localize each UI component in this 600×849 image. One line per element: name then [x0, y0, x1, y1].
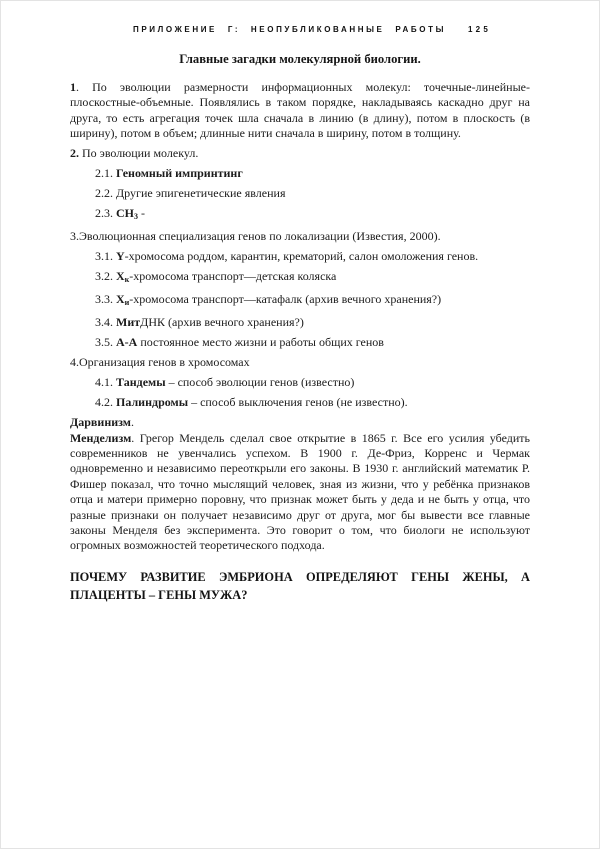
item-number: 2.3. — [95, 206, 116, 221]
running-header-title: ПРИЛОЖЕНИЕ Г: НЕОПУБЛИКОВАННЫЕ РАБОТЫ — [133, 25, 447, 34]
item-text: -хромосома транспорт—катафалк (архив вечного хранения?) — [129, 292, 442, 307]
item-term: X — [116, 269, 125, 284]
paragraph-1 — [70, 80, 530, 142]
list-item-3-2 — [95, 269, 530, 287]
section-3-heading: 3.Эволюционная специализация генов по локализации (Известия, 2000). — [70, 229, 441, 244]
item-number: 3.3. — [95, 292, 116, 307]
item-term: X — [116, 292, 125, 307]
item-number: 4.1. — [95, 375, 116, 390]
list-item-2-1 — [95, 166, 530, 181]
item-text: Другие эпигенетические явления — [116, 186, 286, 201]
mendelism-paragraph — [70, 431, 530, 554]
section-4-heading: 4.Организация генов в хромосомах — [70, 355, 250, 370]
mendelism-text: . Грегор Мендель сделал свое открытие в 1865 г. Все его усилия убедить современников не увенчались успехом. В 1900 г. Де-Фриз, Корренс и Чермак одновременно и независимо переоткрыли его законы. В 1930 г. английский математик Р. Фишер показал, что точно мыслящий человек, зная из жизни, что у ребёнка признаков отца и матери примерно поровну, что признак может быть у деда и не быть у отца, что разные признаки он получает независимо друг от друга, мог бы вывести все главные законы Менделя без эксперимента. Это говорит о том, что биологи не используют огромных возможностей теоретического подхода. — [70, 430, 530, 553]
item-text: - — [138, 206, 145, 221]
list-item-2-2 — [95, 186, 530, 201]
item-number: 3.2. — [95, 269, 116, 284]
item-term: Палиндромы — [116, 395, 189, 410]
item-number: 3.1. — [95, 249, 116, 264]
darwinism-term: Дарвинизм — [70, 415, 131, 430]
paragraph-1-text: . По эволюции размерности информационных молекул: точечные-линейные-плоскостные-объемные. Появлялись в таком порядке, накладываясь каскадно друг на друга, то есть агрегация точек шла сначала в линию (в длину), потом в плоскость (в ширину), потом в объем; длинные нити сначала в ширину, потом в толщину. — [70, 80, 530, 141]
item-text: – способ выключения генов (не известно). — [188, 395, 408, 410]
item-number: 2.1. — [95, 166, 116, 181]
darwinism-text: . — [130, 415, 134, 430]
list-item-4-1 — [95, 375, 530, 390]
list-item-4-2 — [95, 395, 530, 410]
darwinism-line — [70, 415, 530, 430]
item-text: -хромосома роддом, карантин, крематорий, салон омоложения генов. — [124, 249, 479, 264]
item-term: CH — [116, 206, 134, 221]
item-term-subscript: 3 — [134, 212, 138, 222]
list-item-3-4 — [95, 315, 530, 330]
section-2-number: 2. — [70, 146, 79, 161]
final-question-heading: ПОЧЕМУ РАЗВИТИЕ ЭМБРИОНА ОПРЕДЕЛЯЮТ ГЕНЫ ЖЕНЫ, А ПЛАЦЕНТЫ – ГЕНЫ МУЖА? — [70, 569, 530, 603]
list-item-3-1 — [95, 249, 530, 264]
mendelism-term: Менделизм — [70, 430, 132, 445]
item-term: Мит — [116, 315, 141, 330]
item-text: -хромосома транспорт—детская коляска — [129, 269, 337, 284]
item-number: 3.5. — [95, 335, 116, 350]
item-term: Геномный импринтинг — [116, 166, 243, 181]
list-item-3-5 — [95, 335, 530, 350]
section-2-text: По эволюции молекул. — [79, 146, 199, 161]
item-text: постоянное место жизни и работы общих генов — [137, 335, 384, 350]
list-item-2-3 — [95, 206, 530, 224]
item-term-subscript: к — [124, 275, 130, 285]
item-number: 3.4. — [95, 315, 116, 330]
page-number: 125 — [468, 25, 491, 34]
item-number: 2.2. — [95, 186, 116, 201]
paragraph-1-number: 1 — [70, 80, 76, 94]
list-item-3-3 — [95, 292, 530, 310]
doc-title: Главные загадки молекулярной биологии. — [179, 52, 421, 66]
item-term: Y — [116, 249, 125, 264]
item-number: 4.2. — [95, 395, 116, 410]
running-header — [82, 25, 542, 34]
item-term: Тандемы — [116, 375, 166, 390]
item-text: ДНК (архив вечного хранения?) — [140, 315, 304, 330]
item-text: – способ эволюции генов (известно) — [165, 375, 355, 390]
item-term-subscript: и — [124, 298, 130, 308]
item-term: А-А — [116, 335, 138, 350]
section-2-heading — [70, 146, 530, 161]
